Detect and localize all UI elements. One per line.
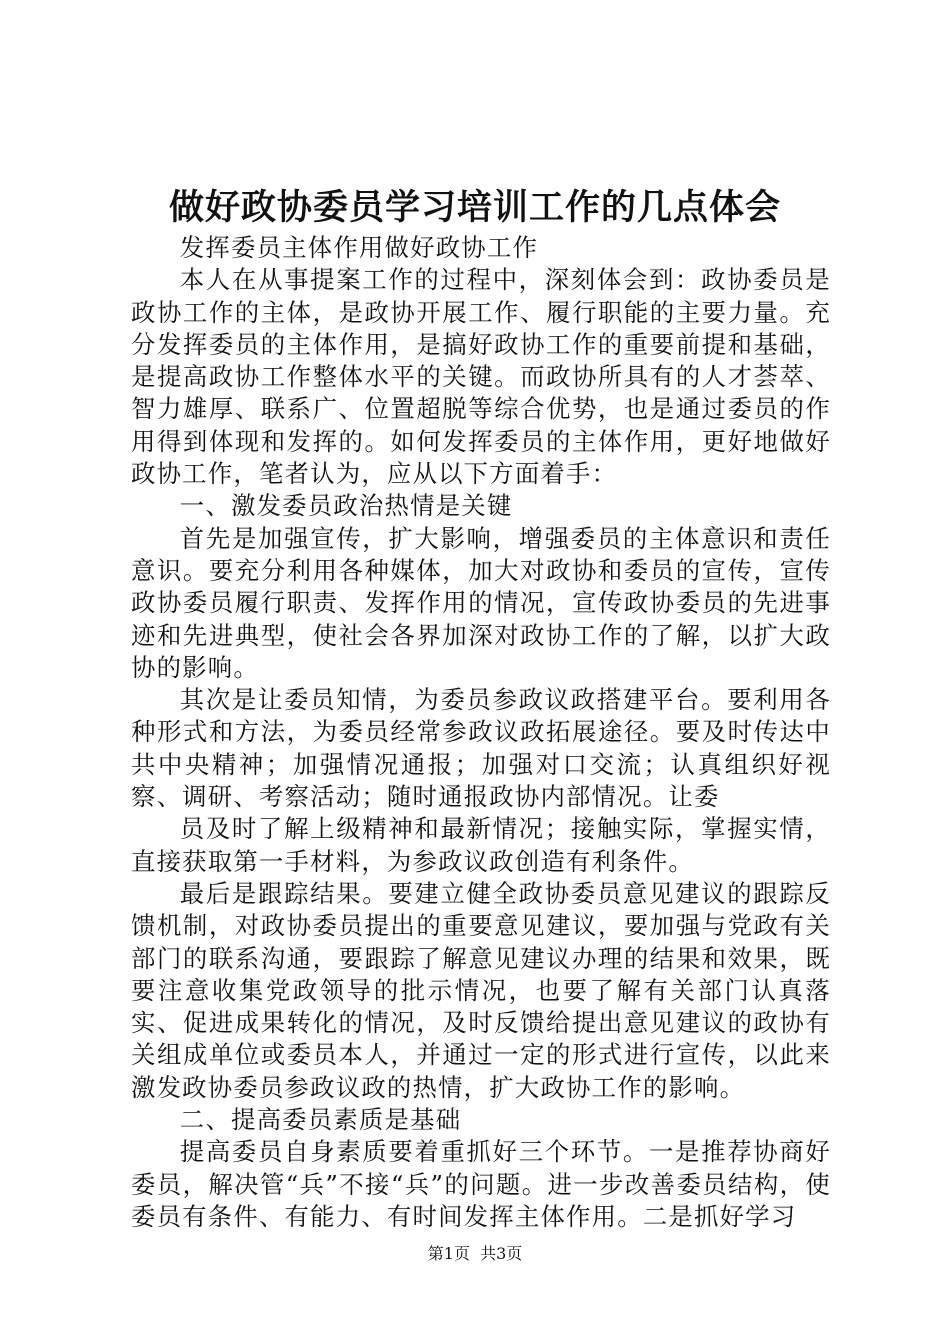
paragraph-second-continued: 员及时了解上级精神和最新情况；接触实际，掌握实情，直接获取第一手材料，为参政议政创造有利条件。 xyxy=(131,814,831,876)
paragraph-second: 其次是让委员知情，为委员参政议政搭建平台。要利用各种形式和方法，为委员经常参政议政拓展途径。要及时传达中共中央精神；加强情况通报；加强对口交流；认真组织好视察、调研、考察活动；随时通报政协内部情况。让委 xyxy=(131,685,831,812)
document-body xyxy=(131,232,831,1233)
document-title: 做好政协委员学习培训工作的几点体会 xyxy=(168,187,781,228)
paragraph-subtitle: 发挥委员主体作用做好政协工作 xyxy=(179,233,539,262)
section-heading-1: 一、激发委员政治热情是关键 xyxy=(179,491,513,521)
page-total: 共3页 xyxy=(480,1244,523,1263)
paragraph-intro: 本人在从事提案工作的过程中，深刻体会到：政协委员是政协工作的主体，是政协开展工作、履行职能的主要力量。充分发挥委员的主体作用，是搞好政协工作的重要前提和基础，是提高政协工作整体水平的关键。而政协所具有的人才荟萃、智力雄厚、联系广、位置超脱等综合优势，也是通过委员的作用得到体现和发挥的。如何发挥委员的主体作用，更好地做好政协工作，笔者认为，应从以下方面着手： xyxy=(131,265,831,489)
paragraph-first: 首先是加强宣传，扩大影响，增强委员的主体意识和责任意识。要充分利用各种媒体，加大对政协和委员的宣传，宣传政协委员履行职责、发挥作用的情况，宣传政协委员的先进事迹和先进典型，使社会各界加深对政协工作的了解，以扩大政协的影响。 xyxy=(131,523,831,682)
paragraph-last: 最后是跟踪结果。要建立健全政协委员意见建议的跟踪反馈机制，对政协委员提出的重要意见建议，要加强与党政有关部门的联系沟通，要跟踪了解意见建议办理的结果和效果，既要注意收集党政领导的批示情况，也要了解有关部门认真落实、促进成果转化的情况，及时反馈给提出意见建议的政协有关组成单位或委员本人，并通过一定的形式进行宣传，以此来激发政协委员参政议政的热情，扩大政协工作的影响。 xyxy=(131,878,831,1102)
page-footer xyxy=(0,1242,950,1266)
page-number: 第1页 xyxy=(427,1244,470,1263)
section-heading-2: 二、提高委员素质是基础 xyxy=(179,1105,462,1135)
paragraph-quality: 提高委员自身素质要着重抓好三个环节。一是推荐协商好委员，解决管“兵”不接“兵”的问题。进一步改善委员结构，使委员有条件、有能力、有时间发挥主体作用。二是抓好学习 xyxy=(131,1137,831,1231)
